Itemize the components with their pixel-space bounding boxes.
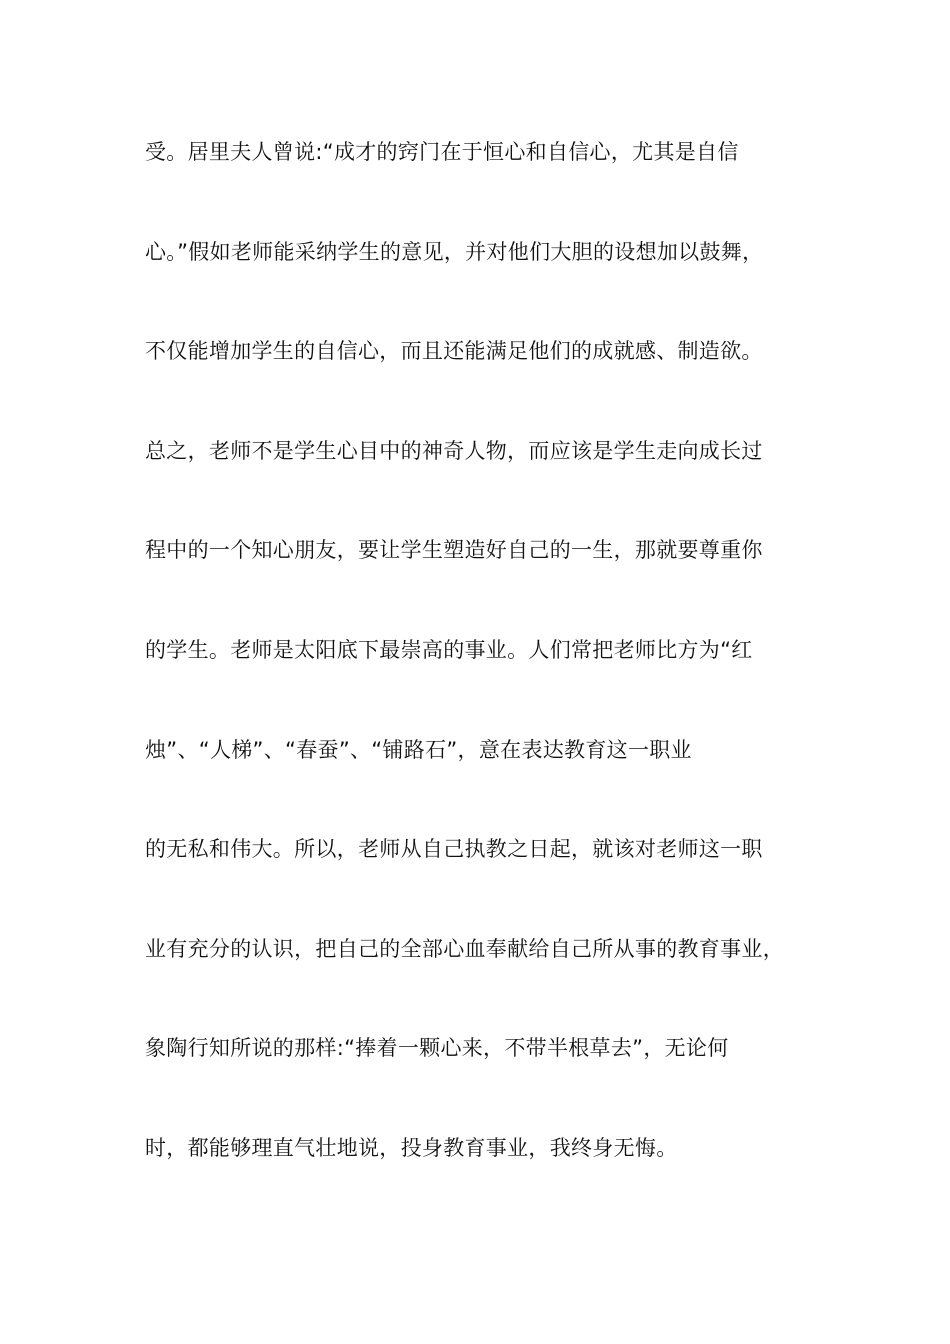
text-line: 业有充分的认识，把自己的全部心血奉献给自己所从事的教育事业， — [145, 936, 784, 961]
text-line: 受。居里夫人曾说:“成才的窍门在于恒心和自信心，尤其是自信 — [145, 140, 739, 164]
text-line: 烛”、“人梯”、“春蚕”、“铺路石”，意在表达教育这一职业 — [145, 737, 692, 762]
text-line: 心。”假如老师能采纳学生的意见，并对他们大胆的设想加以鼓舞， — [145, 239, 764, 264]
body-text — [145, 131, 825, 1227]
text-line: 不仅能增加学生的自信心，而且还能满足他们的成就感、制造欲。 — [145, 339, 763, 364]
text-line: 程中的一个知心朋友，要让学生塑造好自己的一生，那就要尊重你 — [145, 538, 763, 563]
text-line: 时，都能够理直气壮地说，投身教育事业，我终身无悔。 — [145, 1135, 678, 1160]
text-line: 象陶行知所说的那样:“捧着一颗心来，不带半根草去”，无论何 — [145, 1036, 729, 1061]
text-line: 的学生。老师是太阳底下最崇高的事业。人们常把老师比方为“红 — [145, 637, 753, 662]
text-line: 的无私和伟大。所以，老师从自己执教之日起，就该对老师这一职 — [145, 837, 763, 862]
text-line: 总之，老师不是学生心目中的神奇人物，而应该是学生走向成长过 — [145, 438, 763, 463]
